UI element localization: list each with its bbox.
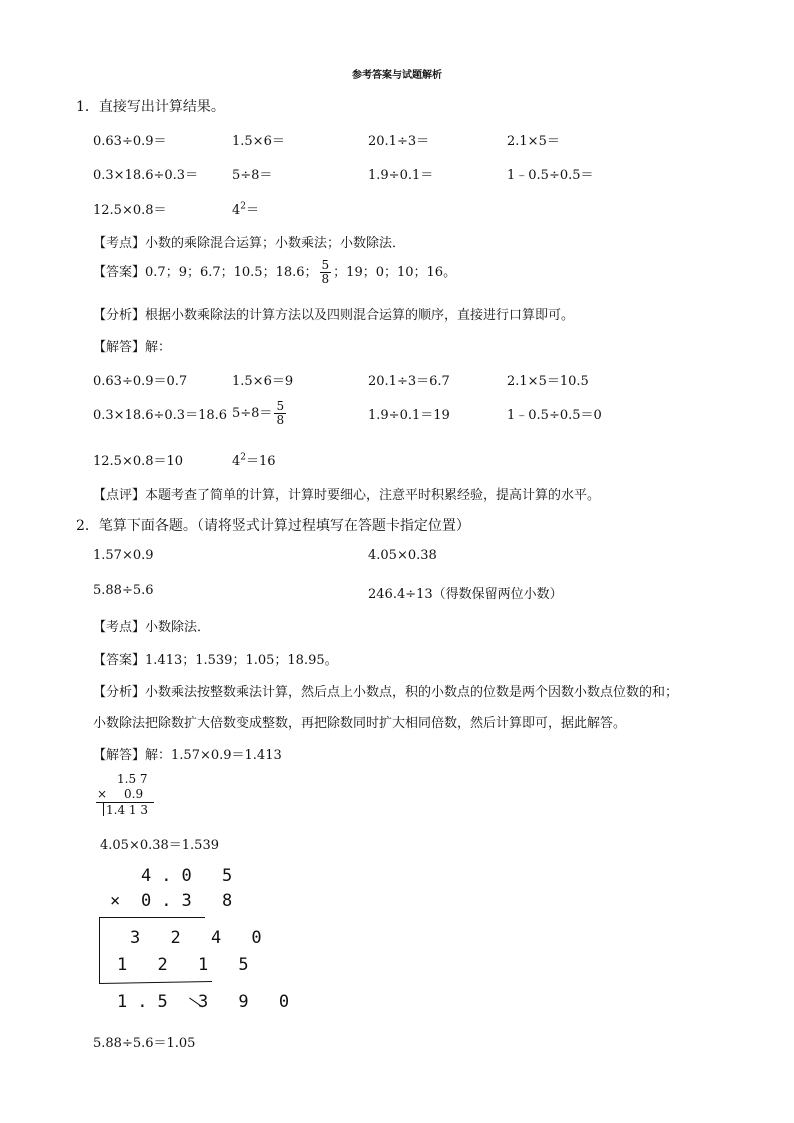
q1-solution: 1﹣0.5÷0.5＝0 (507, 408, 602, 423)
q1-item: 0.63÷0.9＝ (93, 134, 167, 149)
v2-multiplier: 0.3 8 (141, 891, 243, 911)
q1-item: 5÷8＝ (232, 168, 273, 183)
v1-mark (103, 803, 104, 816)
q1-answer: 【答案】0.7；9；6.7；10.5；18.6； $\frac{5}{8}$ ；19；0；10；16。 (93, 258, 457, 286)
question-2-prompt: 2．笔算下面各题。（请将竖式计算过程填写在答题卡指定位置） (76, 518, 470, 534)
q2-item: 246.4÷13（得数保留两位小数） (368, 587, 563, 602)
q1-item-power: $4^2=$ (232, 201, 260, 218)
v2-partial-2: 1 2 1 5 (117, 955, 259, 975)
v1-result: 1.4 1 3 (106, 803, 148, 817)
q1-item: 2.1×5＝ (507, 134, 560, 149)
q2-answer: 【答案】1.413；1.539；1.05；18.95。 (93, 653, 338, 668)
q1-solution: 0.63÷0.9＝0.7 (93, 374, 188, 389)
q2-solution-eq: 5.88÷5.6＝1.05 (93, 1036, 196, 1051)
q1-analysis: 【分析】根据小数乘除法的计算方法以及四则混合运算的顺序，直接进行口算即可。 (93, 308, 575, 323)
q1-solution: 2.1×5＝10.5 (507, 374, 589, 389)
q1-kaodian: 【考点】小数的乘除混合运算；小数乘法；小数除法． (93, 236, 406, 251)
v1-multiplicand: 1.5 7 (117, 772, 148, 786)
q1-item: 20.1÷3＝ (368, 134, 430, 149)
q1-item: 0.3×18.6÷0.3＝ (93, 168, 199, 183)
q2-item: 1.57×0.9 (93, 548, 154, 563)
v1-multiplier: 0.9 (124, 787, 144, 801)
q1-item: 1.9÷0.1＝ (368, 168, 434, 183)
v2-multiplicand: 4.0 5 (141, 866, 243, 886)
v2-rule-1 (99, 917, 205, 918)
q1-solution: 1.9÷0.1＝19 (368, 408, 450, 423)
q1-solution: 20.1÷3＝6.7 (368, 374, 450, 389)
q2-item: 4.05×0.38 (368, 548, 437, 563)
q1-item: 1﹣0.5÷0.5＝ (507, 168, 594, 183)
v1-operator: × (97, 787, 108, 801)
q2-analysis-cont: 小数除法把除数扩大倍数变成整数，再把除数同时扩大相同倍数，然后计算即可，据此解答。 (93, 716, 627, 731)
q2-kaodian: 【考点】小数除法． (93, 620, 211, 635)
v2-rule-2 (99, 981, 212, 984)
q1-solution-label: 【解答】解： (93, 340, 172, 355)
v2-result: 1.5 3 9 0 (117, 992, 300, 1012)
q2-solution-label: 【解答】解：1.57×0.9＝1.413 (93, 748, 282, 763)
v2-partial-1: 3 2 4 0 (130, 928, 272, 948)
q1-solution: 0.3×18.6÷0.3＝18.6 (93, 408, 228, 423)
q2-analysis: 【分析】小数乘法按整数乘法计算，然后点上小数点，积的小数点的位数是两个因数小数点位数的和； (93, 685, 679, 700)
q1-solution: 1.5×6＝9 (232, 374, 294, 389)
q1-item: 12.5×0.8＝ (93, 203, 167, 218)
q1-comment: 【点评】本题考查了简单的计算，计算时要细心，注意平时积累经验，提高计算的水平。 (93, 488, 601, 503)
q1-item: 1.5×6＝ (232, 134, 285, 149)
q2-item: 5.88÷5.6 (93, 583, 154, 598)
q1-solution-fraction: 5÷8＝ $\frac{5}{8}$ (232, 399, 285, 427)
answer-fraction: $\frac{5}{8}$ (321, 258, 330, 286)
question-1-prompt: 1．直接写出计算结果。 (76, 99, 225, 115)
v2-operator: × (110, 891, 131, 911)
page-title: 参考答案与试题解析 (352, 70, 442, 81)
q2-solution-eq: 4.05×0.38＝1.539 (100, 838, 219, 853)
q1-solution: 12.5×0.8＝10 (93, 454, 184, 469)
q1-solution-power: $4^2=16$ (232, 452, 276, 469)
v2-mark (99, 918, 100, 983)
